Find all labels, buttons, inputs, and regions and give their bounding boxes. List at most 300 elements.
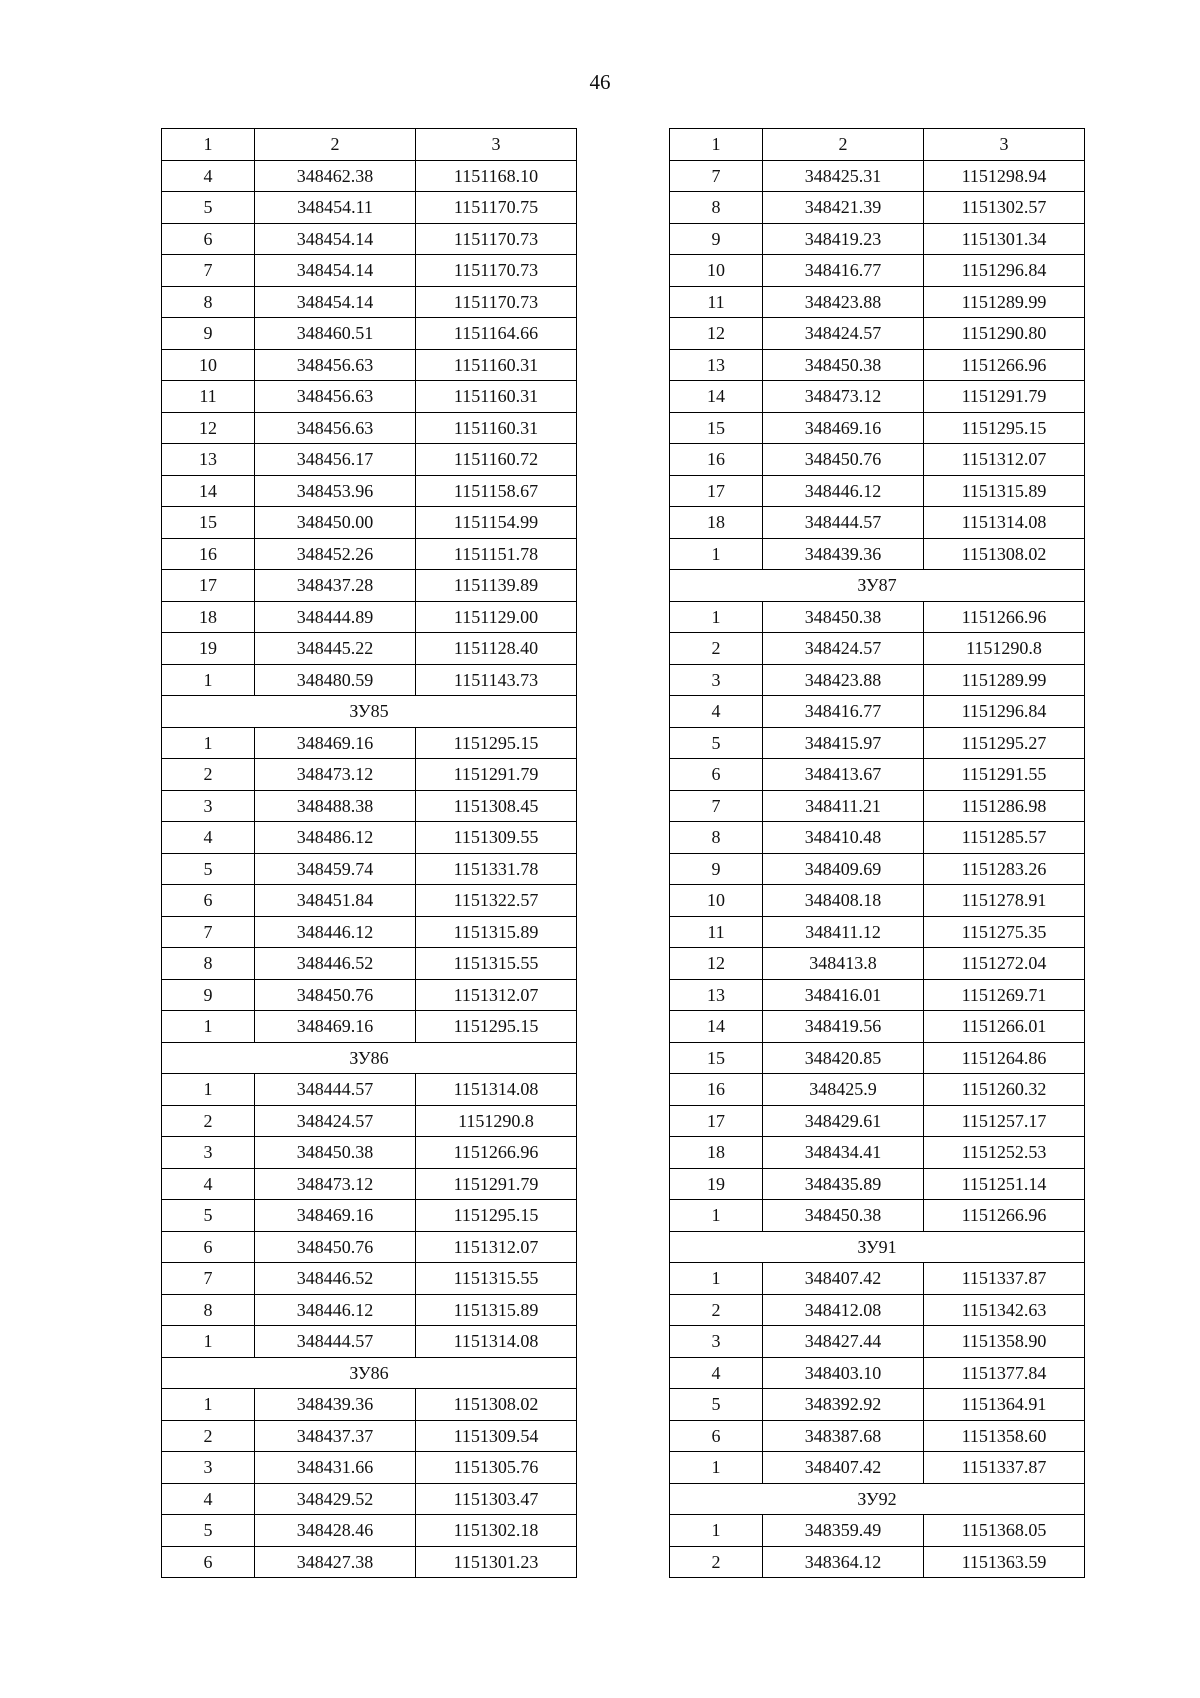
point-number-cell: 1: [670, 1515, 763, 1547]
x-coordinate-cell: 348411.21: [763, 790, 924, 822]
table-row: [162, 979, 577, 1011]
y-coordinate-cell: 1151342.63: [924, 1294, 1085, 1326]
x-coordinate-cell: 348424.57: [763, 318, 924, 350]
column-number-cell: 3: [924, 129, 1085, 161]
point-number-cell: 2: [162, 1105, 255, 1137]
y-coordinate-cell: 1151295.15: [416, 727, 577, 759]
table-row: [670, 1042, 1085, 1074]
x-coordinate-cell: 348469.16: [255, 1011, 416, 1043]
y-coordinate-cell: 1151143.73: [416, 664, 577, 696]
y-coordinate-cell: 1151364.91: [924, 1389, 1085, 1421]
table-row: [162, 570, 577, 602]
table-row: [162, 853, 577, 885]
column-number-cell: 2: [255, 129, 416, 161]
section-row: [162, 1357, 577, 1389]
coordinates-table-left: [161, 128, 577, 1578]
table-row: [162, 1546, 577, 1578]
table-row: [670, 822, 1085, 854]
point-number-cell: 3: [162, 1452, 255, 1484]
section-row: [670, 1483, 1085, 1515]
y-coordinate-cell: 1151289.99: [924, 286, 1085, 318]
table-row: [670, 1011, 1085, 1043]
table-row: [670, 885, 1085, 917]
y-coordinate-cell: 1151314.08: [416, 1074, 577, 1106]
point-number-cell: 4: [162, 822, 255, 854]
table-row: [670, 349, 1085, 381]
x-coordinate-cell: 348428.46: [255, 1515, 416, 1547]
x-coordinate-cell: 348439.36: [763, 538, 924, 570]
table-row: [670, 1326, 1085, 1358]
point-number-cell: 5: [162, 853, 255, 885]
table-row: [670, 286, 1085, 318]
y-coordinate-cell: 1151312.07: [924, 444, 1085, 476]
y-coordinate-cell: 1151295.15: [924, 412, 1085, 444]
point-number-cell: 2: [162, 759, 255, 791]
y-coordinate-cell: 1151296.84: [924, 255, 1085, 287]
point-number-cell: 7: [162, 255, 255, 287]
table-row: [162, 1137, 577, 1169]
y-coordinate-cell: 1151289.99: [924, 664, 1085, 696]
x-coordinate-cell: 348407.42: [763, 1263, 924, 1295]
point-number-cell: 3: [162, 790, 255, 822]
table-row: [162, 507, 577, 539]
table-row: [162, 664, 577, 696]
table-row: [162, 948, 577, 980]
point-number-cell: 10: [670, 885, 763, 917]
point-number-cell: 13: [670, 349, 763, 381]
point-number-cell: 8: [670, 192, 763, 224]
x-coordinate-cell: 348473.12: [255, 759, 416, 791]
table-row: [670, 633, 1085, 665]
x-coordinate-cell: 348415.97: [763, 727, 924, 759]
x-coordinate-cell: 348439.36: [255, 1389, 416, 1421]
point-number-cell: 14: [162, 475, 255, 507]
table-row: [670, 192, 1085, 224]
table-row: [162, 1389, 577, 1421]
y-coordinate-cell: 1151303.47: [416, 1483, 577, 1515]
table-row: [162, 1105, 577, 1137]
y-coordinate-cell: 1151368.05: [924, 1515, 1085, 1547]
point-number-cell: 6: [670, 1420, 763, 1452]
table-row: [162, 790, 577, 822]
y-coordinate-cell: 1151315.55: [416, 1263, 577, 1295]
point-number-cell: 10: [162, 349, 255, 381]
point-number-cell: 1: [670, 1452, 763, 1484]
y-coordinate-cell: 1151295.15: [416, 1200, 577, 1232]
table-row: [162, 1326, 577, 1358]
y-coordinate-cell: 1151312.07: [416, 1231, 577, 1263]
y-coordinate-cell: 1151286.98: [924, 790, 1085, 822]
table-row: [162, 192, 577, 224]
y-coordinate-cell: 1151160.72: [416, 444, 577, 476]
y-coordinate-cell: 1151168.10: [416, 160, 577, 192]
y-coordinate-cell: 1151363.59: [924, 1546, 1085, 1578]
point-number-cell: 4: [670, 696, 763, 728]
table-row: [162, 885, 577, 917]
x-coordinate-cell: 348429.52: [255, 1483, 416, 1515]
y-coordinate-cell: 1151315.55: [416, 948, 577, 980]
table-row: [162, 1452, 577, 1484]
x-coordinate-cell: 348435.89: [763, 1168, 924, 1200]
x-coordinate-cell: 348446.12: [255, 1294, 416, 1326]
y-coordinate-cell: 1151164.66: [416, 318, 577, 350]
table-row: [670, 1420, 1085, 1452]
table-row: [670, 790, 1085, 822]
point-number-cell: 2: [670, 1546, 763, 1578]
point-number-cell: 19: [162, 633, 255, 665]
y-coordinate-cell: 1151170.73: [416, 255, 577, 287]
x-coordinate-cell: 348444.57: [763, 507, 924, 539]
table-row: [670, 318, 1085, 350]
point-number-cell: 8: [162, 1294, 255, 1326]
x-coordinate-cell: 348454.14: [255, 255, 416, 287]
point-number-cell: 1: [162, 1326, 255, 1358]
column-number-cell: 3: [416, 129, 577, 161]
x-coordinate-cell: 348444.57: [255, 1326, 416, 1358]
x-coordinate-cell: 348450.00: [255, 507, 416, 539]
y-coordinate-cell: 1151170.73: [416, 223, 577, 255]
table-row: [670, 538, 1085, 570]
table-row: [670, 1263, 1085, 1295]
y-coordinate-cell: 1151129.00: [416, 601, 577, 633]
point-number-cell: 17: [670, 1105, 763, 1137]
x-coordinate-cell: 348437.28: [255, 570, 416, 602]
x-coordinate-cell: 348473.12: [763, 381, 924, 413]
point-number-cell: 4: [162, 1168, 255, 1200]
point-number-cell: 16: [670, 444, 763, 476]
point-number-cell: 5: [670, 727, 763, 759]
point-number-cell: 12: [670, 318, 763, 350]
table-row: [670, 1546, 1085, 1578]
point-number-cell: 16: [162, 538, 255, 570]
y-coordinate-cell: 1151170.73: [416, 286, 577, 318]
y-coordinate-cell: 1151170.75: [416, 192, 577, 224]
table-row: [162, 1294, 577, 1326]
y-coordinate-cell: 1151291.55: [924, 759, 1085, 791]
point-number-cell: 18: [162, 601, 255, 633]
table-row: [162, 538, 577, 570]
point-number-cell: 5: [162, 1515, 255, 1547]
x-coordinate-cell: 348403.10: [763, 1357, 924, 1389]
point-number-cell: 18: [670, 507, 763, 539]
point-number-cell: 3: [670, 1326, 763, 1358]
x-coordinate-cell: 348456.63: [255, 349, 416, 381]
point-number-cell: 10: [670, 255, 763, 287]
y-coordinate-cell: 1151301.23: [416, 1546, 577, 1578]
y-coordinate-cell: 1151272.04: [924, 948, 1085, 980]
x-coordinate-cell: 348454.11: [255, 192, 416, 224]
x-coordinate-cell: 348486.12: [255, 822, 416, 854]
x-coordinate-cell: 348387.68: [763, 1420, 924, 1452]
y-coordinate-cell: 1151160.31: [416, 381, 577, 413]
x-coordinate-cell: 348392.92: [763, 1389, 924, 1421]
x-coordinate-cell: 348456.63: [255, 412, 416, 444]
point-number-cell: 4: [670, 1357, 763, 1389]
point-number-cell: 12: [162, 412, 255, 444]
point-number-cell: 7: [670, 160, 763, 192]
x-coordinate-cell: 348423.88: [763, 286, 924, 318]
table-row: [162, 223, 577, 255]
table-row: [162, 475, 577, 507]
point-number-cell: 4: [162, 160, 255, 192]
x-coordinate-cell: 348480.59: [255, 664, 416, 696]
y-coordinate-cell: 1151309.54: [416, 1420, 577, 1452]
coordinates-table-right: [669, 128, 1085, 1578]
table-row: [162, 1011, 577, 1043]
point-number-cell: 13: [162, 444, 255, 476]
point-number-cell: 11: [162, 381, 255, 413]
x-coordinate-cell: 348423.88: [763, 664, 924, 696]
point-number-cell: 9: [670, 853, 763, 885]
y-coordinate-cell: 1151298.94: [924, 160, 1085, 192]
point-number-cell: 9: [162, 979, 255, 1011]
table-row: [162, 759, 577, 791]
x-coordinate-cell: 348469.16: [763, 412, 924, 444]
y-coordinate-cell: 1151315.89: [924, 475, 1085, 507]
table-row: [670, 1294, 1085, 1326]
x-coordinate-cell: 348429.61: [763, 1105, 924, 1137]
y-coordinate-cell: 1151283.26: [924, 853, 1085, 885]
x-coordinate-cell: 348437.37: [255, 1420, 416, 1452]
section-row: [670, 1231, 1085, 1263]
y-coordinate-cell: 1151295.27: [924, 727, 1085, 759]
x-coordinate-cell: 348446.52: [255, 1263, 416, 1295]
table-row: [162, 381, 577, 413]
table-row: [162, 601, 577, 633]
x-coordinate-cell: 348450.76: [255, 1231, 416, 1263]
table-row: [670, 948, 1085, 980]
x-coordinate-cell: 348446.52: [255, 948, 416, 980]
x-coordinate-cell: 348416.77: [763, 696, 924, 728]
x-coordinate-cell: 348488.38: [255, 790, 416, 822]
section-row: [162, 1042, 577, 1074]
table-row: [670, 223, 1085, 255]
x-coordinate-cell: 348469.16: [255, 1200, 416, 1232]
x-coordinate-cell: 348460.51: [255, 318, 416, 350]
table-row: [670, 1105, 1085, 1137]
point-number-cell: 2: [162, 1420, 255, 1452]
y-coordinate-cell: 1151312.07: [416, 979, 577, 1011]
point-number-cell: 8: [162, 286, 255, 318]
x-coordinate-cell: 348445.22: [255, 633, 416, 665]
table-row: [162, 1231, 577, 1263]
table-row: [162, 727, 577, 759]
y-coordinate-cell: 1151358.90: [924, 1326, 1085, 1358]
y-coordinate-cell: 1151309.55: [416, 822, 577, 854]
x-coordinate-cell: 348446.12: [255, 916, 416, 948]
point-number-cell: 7: [670, 790, 763, 822]
point-number-cell: 6: [162, 1231, 255, 1263]
y-coordinate-cell: 1151337.87: [924, 1452, 1085, 1484]
x-coordinate-cell: 348419.23: [763, 223, 924, 255]
point-number-cell: 5: [162, 192, 255, 224]
section-label: ЗУ92: [670, 1483, 1085, 1515]
table-row: [670, 979, 1085, 1011]
y-coordinate-cell: 1151275.35: [924, 916, 1085, 948]
y-coordinate-cell: 1151331.78: [416, 853, 577, 885]
point-number-cell: 4: [162, 1483, 255, 1515]
table-row: [670, 1515, 1085, 1547]
y-coordinate-cell: 1151301.34: [924, 223, 1085, 255]
x-coordinate-cell: 348424.57: [255, 1105, 416, 1137]
table-row: [162, 1200, 577, 1232]
x-coordinate-cell: 348456.17: [255, 444, 416, 476]
x-coordinate-cell: 348410.48: [763, 822, 924, 854]
y-coordinate-cell: 1151128.40: [416, 633, 577, 665]
table-row: [670, 601, 1085, 633]
point-number-cell: 12: [670, 948, 763, 980]
column-number-cell: 1: [670, 129, 763, 161]
y-coordinate-cell: 1151269.71: [924, 979, 1085, 1011]
y-coordinate-cell: 1151358.60: [924, 1420, 1085, 1452]
y-coordinate-cell: 1151291.79: [416, 1168, 577, 1200]
point-number-cell: 6: [162, 223, 255, 255]
point-number-cell: 1: [670, 538, 763, 570]
table-row: [670, 1137, 1085, 1169]
table-row: [670, 1357, 1085, 1389]
point-number-cell: 6: [670, 759, 763, 791]
x-coordinate-cell: 348462.38: [255, 160, 416, 192]
point-number-cell: 9: [670, 223, 763, 255]
point-number-cell: 1: [162, 664, 255, 696]
y-coordinate-cell: 1151295.15: [416, 1011, 577, 1043]
point-number-cell: 1: [670, 1263, 763, 1295]
y-coordinate-cell: 1151139.89: [416, 570, 577, 602]
point-number-cell: 15: [670, 1042, 763, 1074]
y-coordinate-cell: 1151315.89: [416, 916, 577, 948]
y-coordinate-cell: 1151266.96: [416, 1137, 577, 1169]
x-coordinate-cell: 348412.08: [763, 1294, 924, 1326]
point-number-cell: 1: [670, 601, 763, 633]
y-coordinate-cell: 1151160.31: [416, 349, 577, 381]
x-coordinate-cell: 348419.56: [763, 1011, 924, 1043]
x-coordinate-cell: 348416.01: [763, 979, 924, 1011]
table-row: [670, 444, 1085, 476]
point-number-cell: 14: [670, 1011, 763, 1043]
table-row: [162, 160, 577, 192]
table-row: [162, 286, 577, 318]
y-coordinate-cell: 1151291.79: [416, 759, 577, 791]
x-coordinate-cell: 348459.74: [255, 853, 416, 885]
table-row: [670, 1074, 1085, 1106]
point-number-cell: 1: [162, 1011, 255, 1043]
point-number-cell: 1: [670, 1200, 763, 1232]
y-coordinate-cell: 1151314.08: [924, 507, 1085, 539]
point-number-cell: 1: [162, 727, 255, 759]
y-coordinate-cell: 1151158.67: [416, 475, 577, 507]
x-coordinate-cell: 348421.39: [763, 192, 924, 224]
x-coordinate-cell: 348450.76: [763, 444, 924, 476]
point-number-cell: 7: [162, 1263, 255, 1295]
x-coordinate-cell: 348408.18: [763, 885, 924, 917]
table-row: [670, 916, 1085, 948]
y-coordinate-cell: 1151377.84: [924, 1357, 1085, 1389]
table-row: [162, 1074, 577, 1106]
x-coordinate-cell: 348456.63: [255, 381, 416, 413]
table-row: [670, 1389, 1085, 1421]
y-coordinate-cell: 1151290.8: [416, 1105, 577, 1137]
y-coordinate-cell: 1151322.57: [416, 885, 577, 917]
x-coordinate-cell: 348413.8: [763, 948, 924, 980]
x-coordinate-cell: 348446.12: [763, 475, 924, 507]
table-row: [670, 853, 1085, 885]
table-row: [670, 1452, 1085, 1484]
point-number-cell: 9: [162, 318, 255, 350]
table-row: [162, 1483, 577, 1515]
y-coordinate-cell: 1151278.91: [924, 885, 1085, 917]
table-row: [670, 255, 1085, 287]
y-coordinate-cell: 1151314.08: [416, 1326, 577, 1358]
x-coordinate-cell: 348469.16: [255, 727, 416, 759]
y-coordinate-cell: 1151302.18: [416, 1515, 577, 1547]
x-coordinate-cell: 348450.38: [763, 601, 924, 633]
table-row: [670, 507, 1085, 539]
point-number-cell: 13: [670, 979, 763, 1011]
point-number-cell: 6: [162, 1546, 255, 1578]
table-row: [162, 349, 577, 381]
point-number-cell: 2: [670, 1294, 763, 1326]
point-number-cell: 11: [670, 286, 763, 318]
section-row: [670, 570, 1085, 602]
x-coordinate-cell: 348425.31: [763, 160, 924, 192]
x-coordinate-cell: 348427.38: [255, 1546, 416, 1578]
table-row: [670, 696, 1085, 728]
table-row: [162, 318, 577, 350]
point-number-cell: 1: [162, 1389, 255, 1421]
x-coordinate-cell: 348413.67: [763, 759, 924, 791]
table-row: [670, 759, 1085, 791]
y-coordinate-cell: 1151260.32: [924, 1074, 1085, 1106]
y-coordinate-cell: 1151337.87: [924, 1263, 1085, 1295]
table-row: [670, 412, 1085, 444]
x-coordinate-cell: 348444.89: [255, 601, 416, 633]
table-row: [162, 1515, 577, 1547]
point-number-cell: 3: [670, 664, 763, 696]
x-coordinate-cell: 348420.85: [763, 1042, 924, 1074]
table-row: [162, 255, 577, 287]
table-row: [162, 1263, 577, 1295]
x-coordinate-cell: 348450.38: [763, 349, 924, 381]
table-row: [162, 822, 577, 854]
point-number-cell: 15: [162, 507, 255, 539]
table-row: [670, 727, 1085, 759]
x-coordinate-cell: 348359.49: [763, 1515, 924, 1547]
x-coordinate-cell: 348407.42: [763, 1452, 924, 1484]
x-coordinate-cell: 348411.12: [763, 916, 924, 948]
y-coordinate-cell: 1151308.45: [416, 790, 577, 822]
x-coordinate-cell: 348450.38: [763, 1200, 924, 1232]
y-coordinate-cell: 1151160.31: [416, 412, 577, 444]
y-coordinate-cell: 1151266.96: [924, 349, 1085, 381]
y-coordinate-cell: 1151291.79: [924, 381, 1085, 413]
x-coordinate-cell: 348431.66: [255, 1452, 416, 1484]
page-number: 46: [589, 70, 611, 94]
x-coordinate-cell: 348453.96: [255, 475, 416, 507]
y-coordinate-cell: 1151290.8: [924, 633, 1085, 665]
table-row: [162, 1420, 577, 1452]
x-coordinate-cell: 348454.14: [255, 286, 416, 318]
table-row: [162, 444, 577, 476]
x-coordinate-cell: 348473.12: [255, 1168, 416, 1200]
y-coordinate-cell: 1151151.78: [416, 538, 577, 570]
x-coordinate-cell: 348424.57: [763, 633, 924, 665]
y-coordinate-cell: 1151264.86: [924, 1042, 1085, 1074]
section-label: ЗУ91: [670, 1231, 1085, 1263]
table-row: [162, 916, 577, 948]
table-row: [670, 1168, 1085, 1200]
section-label: ЗУ85: [162, 696, 577, 728]
point-number-cell: 1: [162, 1074, 255, 1106]
